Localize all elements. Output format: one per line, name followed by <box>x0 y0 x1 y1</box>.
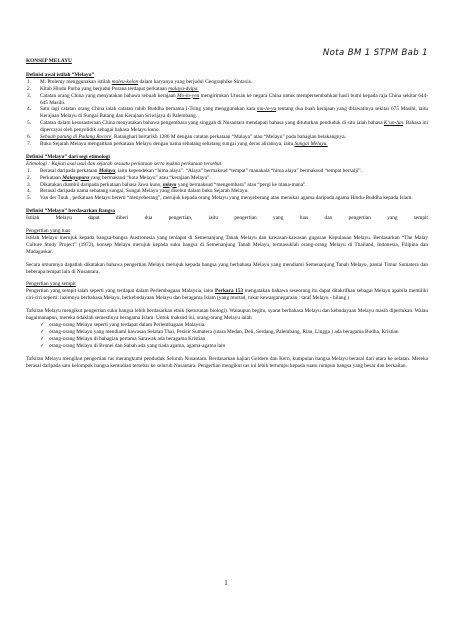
list-text: M. Ptolemy menggunakan istilah <box>40 78 112 85</box>
list-item <box>26 120 428 134</box>
emphasized-term: Sungai Melayu. <box>294 140 328 147</box>
list-text: , Batanghari bertarikh 1286 M dengan catatan perkataan “Malaya” atau “Melayu” pada bahagian belakangnya. <box>111 134 346 141</box>
checklist-text: orang-orang Melayu seperti yang terdapat dalam Perlembagaan Malaysia. <box>49 322 206 328</box>
header-note: Nota BM 1 STPM Bab 1 <box>322 48 428 58</box>
list-item <box>26 168 428 175</box>
checklist <box>40 322 428 350</box>
list-item <box>26 106 428 120</box>
list-awal <box>26 79 428 148</box>
emphasized-term: malaya-dvipa. <box>168 85 199 92</box>
emphasized-term: Sebuah patung di Padang Rocore <box>40 134 112 141</box>
page-number: 1 <box>224 579 228 587</box>
etimologi-intro <box>26 161 428 168</box>
list-number: 4. <box>27 188 31 195</box>
sempit-text-1: Pengertian yang sempit ialah seperti yang terdapat dalam Perlembagaan Malaysia, iaitu <box>26 288 215 295</box>
list-text: Van der Tuuk , perkataan Melayu bererti “menyeberang”, merujuk kepada orang Melayu yang menyeberang atau menukar agama daripada agama Hindu-Buddha kepada Islam. <box>40 195 413 202</box>
paragraph-luas-2: Secara umumnya dapatlah dikatakan bahawa pengertian Melayu merujuk kepada bangsa yang berbahasa Melayu yang mendiami Semenanjung Tanah Melayu, pantai Timur Sumatera dan beberapa tempat lain di Nusantara. <box>26 261 428 275</box>
list-text: , iaitu kependekan “hima alaya”. “Alaya” bermaksud “tempat” manakala “hima alaya” bermaksud “tempat bersalji”. <box>115 167 362 174</box>
sempit-text-2: mengatakan bahawa seseorang itu dapat ditakrifkan sebagai Melayu apabila memiliki ciri-ciri seperti: lazimnya berbahasa Melayu, berkebudayaan Melayu dan beragama Islam (yang murtad, tukar kewarganegaraan : taraf Melayu - hilang ) <box>26 288 428 302</box>
subheading-luas: Pengertian yang luas <box>26 228 71 235</box>
check-icon: ✓ <box>40 342 45 349</box>
emphasized-term: mlayu <box>162 181 177 188</box>
check-icon: ✓ <box>40 322 45 328</box>
list-number: 1. <box>27 167 31 174</box>
paragraph-tafsiran: Tafsiran Melayu mengikut pengertian suku bangsa lebih berdasarkan etnik (keturunan biologi). Walaupun begitu, syarat berbahasa Melayu dan kebudayaan Melayu masih diperlukan. Walau bagaimanapun, mereka tidaklah semestinya beragama Islam. Untuk maksud ini, orang-orang Melayu ialah <box>26 308 428 322</box>
etimologi-definition: Kajian asal usul dan sejarah sesuatu perkataan serta makna perkataan tersebut. <box>51 160 223 167</box>
perkara-153: Perkara 153 <box>215 288 244 295</box>
document-title: KONSEP MELAYU <box>26 58 72 64</box>
checklist-text: orang-orang Melayu yang mendiami kawasan Selatan Thai, Pesisir Sumatera (utara Medan, Deli, Serdang, Palembang, Riau, Lingga ) ada beragama Budha, Kristian <box>49 328 399 335</box>
list-text: Catatan dalam kesusasteraan China menyatakan bahawa pengembara yang singgah di Nusantara mendapati bahasa yang dituturkan penduduk di situ ialah bahasa <box>40 120 384 127</box>
list-item <box>26 93 428 107</box>
list-text: mengirimkan Utusan ke negara China untuk mempersembahkan hasil bumi kepada raja China sekitar 644-645 Masihi. <box>40 92 428 106</box>
paragraph-luas-1: Istilah Melayu merujuk kepada bangsa-bangsa Austronesia yang terdapat di Semenanjung Tanah Melayu dan kawasan-kawasan gugusan Kepulauan Melayu. Berdasarkan “The Malay Culture Study Project” (1972), konsep Melayu merujuk kepada suku bangsa di Semenanjung Tanah Melayu, termasuklah orang-orang Melayu di Thailand, Indonesia, Filipina dan Madagaskar. <box>26 234 428 255</box>
emphasized-term: maleu-kolon <box>111 78 139 85</box>
emphasized-term: K’un-lun <box>383 120 404 127</box>
list-text: tentang dua buah kerajaan yang dilawatinya sekitar 675 Masihi, iaitu Kerajaan Melayu di Sungai Batang dan Kerajaan Sriwijaya di Palembang. <box>40 106 428 120</box>
list-text: . Bahasa ini dipercayai oleh penyelidik sebagai bahasa Melayu kuno. <box>40 120 428 134</box>
list-number: 3. <box>27 181 31 188</box>
checklist-item <box>40 322 428 329</box>
checklist-item <box>40 343 428 350</box>
checklist-item <box>40 329 428 336</box>
list-text: Buku Sejarah Melayu mengaitkan perkataan Melayu dengan nama sebatang sebatang sungai yang deras alirannya, iaitu <box>40 140 295 147</box>
section-heading-awal: Definisi awal istilah “Melayu” <box>26 71 95 78</box>
list-text: Berasal daripada perkataan <box>40 167 99 174</box>
emphasized-term: Malayapura <box>62 174 90 181</box>
list-item <box>26 195 428 202</box>
checklist-item <box>40 336 428 343</box>
document-body <box>26 58 428 369</box>
list-text: Berasal daripada nama sebatang sungai, Sungai Melayu yang disebut dalam buku Sejarah Melayu. <box>40 188 249 195</box>
list-number: 2. <box>27 174 31 181</box>
list-item <box>26 134 428 141</box>
list-item <box>26 86 428 93</box>
list-number: 2. <box>27 85 31 92</box>
paragraph-ras: Tafsiran Melayu mengikut pengertian ras merangkumi penduduk Seluruh Nusantara. Berdasarkan kajian Geldern dan Kern, kumpulan bangsa Melayu berasal dari utara ke selatan. Mereka berasal daripada satu kelompok bangsa kemudian tersebar ke seluruh Nusantara. Pengertian mengikut ras ini lebih tertumpu kepada suatu rumpun bangsa yang besar dan berkaitan. <box>26 355 428 369</box>
list-number: 5. <box>27 195 31 202</box>
list-text: Catatan orang China yang menyatakan bahawa sebuah kerajaan <box>40 92 178 99</box>
emphasized-term: Mo-lo-yeu <box>177 92 200 99</box>
list-number: 5. <box>27 120 31 127</box>
list-text: Satu lagi catatan orang China ialah catatan rahib Buddha bernama I-Tsing yang menggunakan kata <box>40 106 258 113</box>
list-text: Kitab Hindu Purba yang berjudul Purana terdapat perkataan <box>40 85 169 92</box>
checklist-text: orang-orang Melayu di bahagian pertama Sarawak ada beragama Kristian <box>49 335 206 342</box>
check-icon: ✓ <box>40 328 45 335</box>
list-text: dalam karyanya yang berjudul Geographike Sintaxis. <box>138 78 253 85</box>
list-number: 1. <box>27 78 31 85</box>
etimologi-label: Etimologi : <box>26 160 52 167</box>
section-heading-bangsa: Definisi “Melayu” berdasarkan Bangsa <box>26 208 116 215</box>
list-etimologi <box>26 168 428 203</box>
list-text: yang bermaksud “mengembara” atau “pergi ke mana-mana”. <box>176 181 307 188</box>
bangsa-intro: Istilah Melayu dapat diberi dua pengertian, iaitu pengertian yang luas dan pengertian yang sempit <box>26 215 428 222</box>
list-item <box>26 79 428 86</box>
list-number: 6. <box>27 134 31 141</box>
list-item <box>26 175 428 182</box>
list-text: Dikatakan diambil daripada perkataan bahasa Jawa kuno, <box>40 181 163 188</box>
list-item <box>26 182 428 189</box>
list-number: 7. <box>27 140 31 147</box>
check-icon: ✓ <box>40 335 45 342</box>
emphasized-term: ma-lo-yu <box>257 106 277 113</box>
list-text: Perkataan <box>40 174 63 181</box>
list-text: yang bermaksud “kota Melayu” atau “kerajaan Melayu”. <box>89 174 211 181</box>
subheading-sempit: Pengertian yang sempit <box>26 281 76 288</box>
section-heading-etimologi: Definisi “Melayu” dari segi etimologi <box>26 153 110 160</box>
list-number: 4. <box>27 106 31 113</box>
list-item <box>26 141 428 148</box>
emphasized-term: Malaya <box>98 167 116 174</box>
checklist-text: orang-orang Melayu di Brunei dan Sabah ada yang tiada agama, agama-agama lain <box>49 342 226 349</box>
paragraph-sempit <box>26 288 428 302</box>
list-number: 3. <box>27 92 31 99</box>
